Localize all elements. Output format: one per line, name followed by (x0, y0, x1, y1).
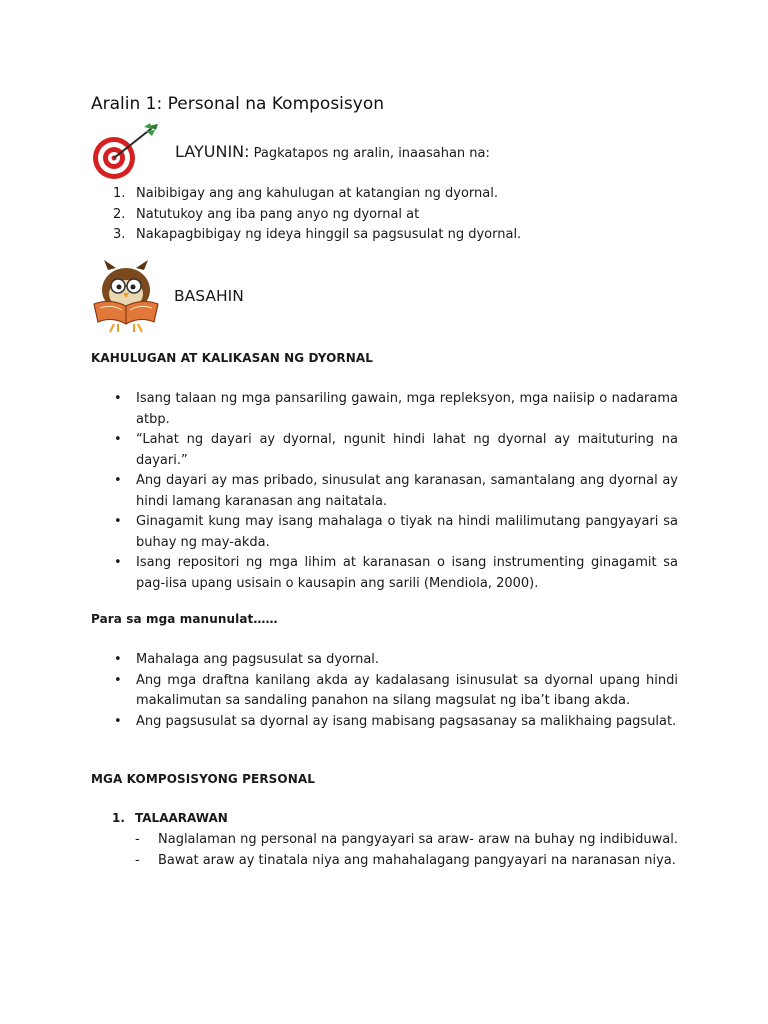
page-title: Aralin 1: Personal na Komposisyon (91, 94, 385, 114)
list-item (91, 512, 678, 553)
list-text: Bawat araw ay tinatala niya ang mahahalagang pangyayari na naranasan niya. (158, 852, 676, 868)
bullet-icon: • (114, 652, 122, 667)
dash-icon: - (135, 852, 140, 868)
list-item (91, 650, 678, 671)
bullet-icon: • (114, 514, 122, 529)
dash-list (91, 830, 678, 871)
item-title: TALAARAWAN (135, 811, 228, 825)
bullet-icon: • (114, 555, 122, 570)
list-text: Naibibigay ang ang kahulugan at katangian ng dyornal. (136, 186, 498, 201)
list-item (91, 830, 678, 851)
numbered-heading (112, 811, 228, 825)
target-arrow-icon (86, 122, 162, 182)
list-item (91, 430, 678, 471)
list-text: Isang repositori ng mga lihim at karanasan o isang instrumenting ginagamit sa pag-iisa upang usisain o kausapin ang sarili (Mendiola, 2000). (136, 555, 678, 591)
bullet-list (91, 650, 678, 732)
list-item (91, 712, 678, 733)
list-item (91, 389, 678, 430)
read-heading: BASAHIN (174, 287, 244, 305)
list-text: Ginagamit kung may isang mahalaga o tiyak na hindi malilimutang pangyayari sa buhay ng may-akda. (136, 514, 678, 550)
list-item (91, 851, 678, 872)
list-item (91, 225, 651, 246)
list-text: Isang talaan ng mga pansariling gawain, mga repleksyon, mga naiisip o nadarama atbp. (136, 391, 678, 427)
bullet-icon: • (114, 391, 122, 406)
list-number: 1. (112, 811, 125, 825)
bullet-icon: • (114, 713, 122, 729)
list-text: Ang dayari ay mas pribado, sinusulat ang karanasan, samantalang ang dyornal ay hindi lamang karanasan ang naitatala. (136, 473, 678, 509)
list-item (91, 205, 651, 226)
list-text: Ang pagsusulat sa dyornal ay isang mabisang pagsasanay sa malikhaing pagsulat. (136, 713, 677, 729)
section-heading: KAHULUGAN AT KALIKASAN NG DYORNAL (91, 351, 373, 365)
owl-reading-icon (88, 260, 164, 334)
objectives-label: LAYUNIN: (175, 142, 250, 161)
list-number: 1. (113, 186, 126, 201)
list-text: Ang mga draftna kanilang akda ay kadalasang isinusulat sa dyornal upang hindi makalimutan sa sandaling panahon na silang magsulat ng iba’t ibang akda. (136, 672, 678, 708)
list-text: Nakapagbibigay ng ideya hinggil sa pagsusulat ng dyornal. (136, 227, 522, 242)
list-item (91, 671, 678, 712)
bullet-icon: • (114, 432, 122, 447)
list-text: Naglalaman ng personal na pangyayari sa araw- araw na buhay ng indibiduwal. (158, 832, 678, 847)
list-item (91, 184, 651, 205)
list-text: Natutukoy ang iba pang anyo ng dyornal at (136, 206, 420, 222)
objectives-intro-text: Pagkatapos ng aralin, inaasahan na: (253, 146, 490, 161)
list-text: “Lahat ng dayari ay dyornal, ngunit hindi lahat ng dyornal ay maituturing na dayari.” (136, 432, 678, 468)
objectives-list (91, 184, 651, 246)
objectives-intro (175, 142, 490, 161)
list-item (91, 553, 678, 594)
bullet-list (91, 389, 678, 594)
list-number: 3. (113, 227, 126, 242)
section-heading: Para sa mga manunulat…… (91, 612, 278, 626)
dash-icon: - (135, 832, 140, 847)
bullet-icon: • (114, 672, 122, 688)
bullet-icon: • (114, 473, 122, 488)
list-number: 2. (113, 206, 126, 222)
section-heading: MGA KOMPOSISYONG PERSONAL (91, 772, 315, 786)
list-item (91, 471, 678, 512)
list-text: Mahalaga ang pagsusulat sa dyornal. (136, 652, 380, 667)
